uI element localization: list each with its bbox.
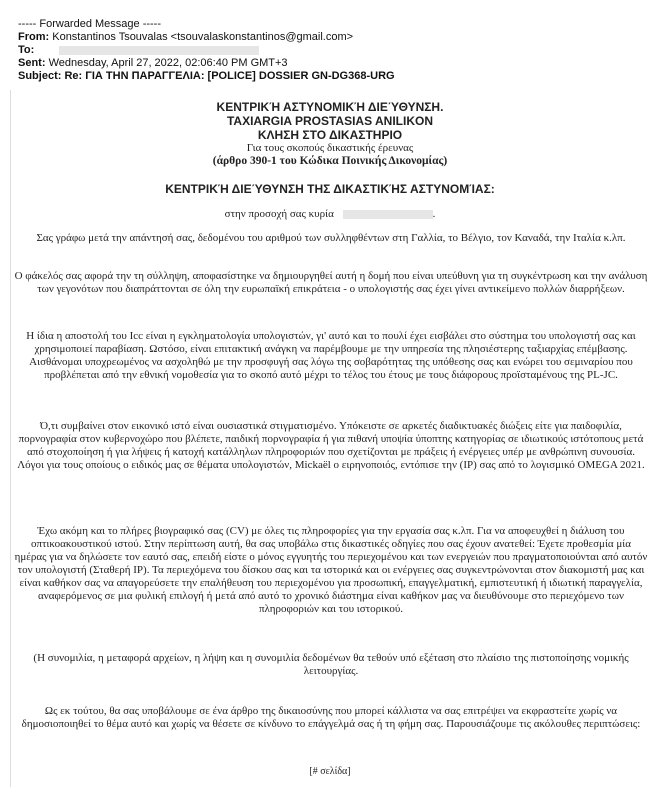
paragraph-7: Ως εκ τούτου, θα σας υποβάλουμε σε ένα άρθρο της δικαιοσύνης που μπορεί κάλλιστα να σας επιτρέψει να εκφραστείτε χωρίς να δημοσιοποιηθεί το θέμα αυτό και χωρίς να θέσετε σε κίνδυνο το επάγγελμά σας ή τη φήμη σας. Παρουσιάζουμε τις ακόλουθες περιπτώσεις: (21, 705, 641, 730)
letter-heading (0, 100, 660, 168)
salutation: στην προσοχή σας κυρία (224, 208, 334, 220)
paragraph-2: Ο φάκελός σας αφορά την τη σύλληψη, αποφασίστηκε να δημιουργηθεί αυτή η δομή που είναι υπεύθυνη για τη συγκέντρωση και την ανάλυση των γεγονότων που διαπράττονται σε όλη την ευρωπαϊκή επικράτεια - ο υπολογιστής σας έχει γίνει αντικείμενο πολλών διαρρήξεων. (14, 270, 648, 295)
subject-row (18, 70, 638, 83)
page-marker: [# σελίδα] (309, 766, 351, 777)
subtitle-purpose: Για τους σκοπούς δικαστικής έρευνας (246, 142, 414, 154)
paragraph-4: Ό,τι συμβαίνει στον εικονικό ιστό είναι ουσιαστικά στιγματισμένο. Υπόκειστε σε αρκετές διαδικτυακές διώξεις είτε για παιδοφιλία, πορνογραφία στον κυβερνοχώρο που βλέπετε, παιδική πορνογραφία ή για πιθανή υποψία ύποπτης κατηγορίας σε ιδιωτικούς ιστότοπους μετά από στοχοποίηση ή για λήψεις ή κατοχή κατάλληλων πληροφοριών που σχετίζονται με πράξεις ή ενέργειες υπέρ με ανθρώπινη συνουσία. Λόγοι για τους οποίους ο ειδικός μας σε θέματα υπολογιστών, Mickaël ο ειρηνοποιός, εντόπισε την (IP) σας από το λογισμικό OMEGA 2021. (17, 420, 645, 471)
forwarded-line: ----- Forwarded Message ----- (18, 18, 162, 30)
paragraph-3: Η ίδια η αποστολή του Ιcc είναι η εγκληματολογία υπολογιστών, γι' αυτό και το πουλί έχει εισβάλει στο σύστημα του υπολογιστή σας και χρησιμοποιεί παραβίαση. Ωστόσο, είναι επιτακτική ανάγκη να παρέμβουμε με την υπηρεσία της πλησιέστερης ταξιαρχίας επέμβασης. Αισθάνομαι υποχρεωμένος να ασχοληθώ με την προσφυγή σας λόγω της σοβαρότητας της υπόθεσης σας και ενώρει του σεμιναρίου που προβλέπεται από την εθνική νομοθεσία για το σκοπό αυτό μέχρι το τέλος του έτους με τους διάφορους προϊσταμένους της PL-JC. (26, 330, 636, 381)
title-summons: ΚΛΗΣΗ ΣΤΟ ΔΙΚΑΣΤΗΡΙΟ (257, 128, 403, 142)
sent-label: Sent: (18, 57, 46, 69)
scanned-letter (0, 90, 660, 787)
paragraph-1: Σας γράφω μετά την απάντησή σας, δεδομένου του αριθμού των συλληφθέντων στη Γαλλία, το Βέλγιο, τον Καναδά, την Ιταλία κ.λπ. (36, 232, 626, 244)
paragraph-6: (Η συνομιλία, η μεταφορά αρχείων, η λήψη και η συνομιλία δεδομένων θα τεθούν υπό εξέταση στο πλαίσιο της πιστοποίησης νομικής λειτουργίας. (33, 652, 629, 677)
subject-value: Re: ΓΙΑ ΤΗΝ ΠΑΡΑΓΓΕΛΙΑ: [POLICE] DOSSIER GN-DG368-URG (64, 70, 395, 82)
title-brigade: TAXIARGIA PROSTASIAS ANILIKON (226, 114, 433, 128)
article-reference: (άρθρο 390-1 του Κώδικα Ποινικής Δικονομίας) (212, 155, 448, 167)
email-header (18, 0, 638, 83)
from-row (18, 31, 638, 44)
from-value[interactable]: Konstantinos Tsouvalas <tsouvalaskonstantinos@gmail.com> (52, 31, 354, 43)
to-label: To: (18, 44, 35, 56)
title-police: ΚΕΝΤΡΙΚΉ ΑΣΤΥΝΟΜΙΚΉ ΔΙΕΎΘΥΝΣΗ. (216, 100, 444, 114)
sent-row (18, 57, 638, 70)
redacted-recipient (59, 46, 259, 55)
heading-judicial-police: ΚΕΝΤΡΙΚΉ ΔΙΕΎΘΥΝΣΗ ΤΗΣ ΔΙΚΑΣΤΙΚΉΣ ΑΣΤΥΝΟΜΊΑΣ: (165, 182, 495, 196)
to-row (18, 44, 638, 57)
sent-value: Wednesday, April 27, 2022, 02:06:40 PM GMT+3 (48, 57, 288, 69)
paragraph-5: Έχω ακόμη και το πλήρες βιογραφικό σας (CV) με όλες τις πληροφορίες για την εργασία σας κ.λπ. Για να αποφευχθεί η διάλυση του οπτικοακουστικού ιστού. Στην περίπτωση αυτή, θα σας υποβάλω στις δικαστικές οδηγίες που σας έχουν ανατεθεί: Έχετε προθεσμία μία ημέρας για να δηλώσετε τον εαυτό σας, επειδή είστε ο μόνος εγγυητής του περιεχομένου και των ενεργειών που πραγματοποιούνται από αυτόν τον υπολογιστή (Σταθερή IP). Τα περιεχόμενα του δίσκου σας και τα ιστορικά και οι ενέργειες σας συγκεντρώνονται στον διακομιστή μας και είναι καθήκον σας να απαγορεύσετε την επαλήθευση του περιεχομένου για προσωπική, επαγγελματική, εμπιστευτική ή ιδιωτική παραγγελία, αναφερόμενος σε μια φυλική επιλογή ή μετά από αυτό το χρονικό διάστημα είναι καθήκον μας να διευθύνουμε στο περιεχόμενο των πληροφοριών και του ιστορικού. (14, 525, 648, 615)
redacted-name (343, 210, 433, 219)
from-label: From: (18, 31, 50, 43)
subject-label: Subject: (18, 70, 62, 82)
salutation-line: στην προσοχή σας κυρία . (224, 208, 436, 220)
